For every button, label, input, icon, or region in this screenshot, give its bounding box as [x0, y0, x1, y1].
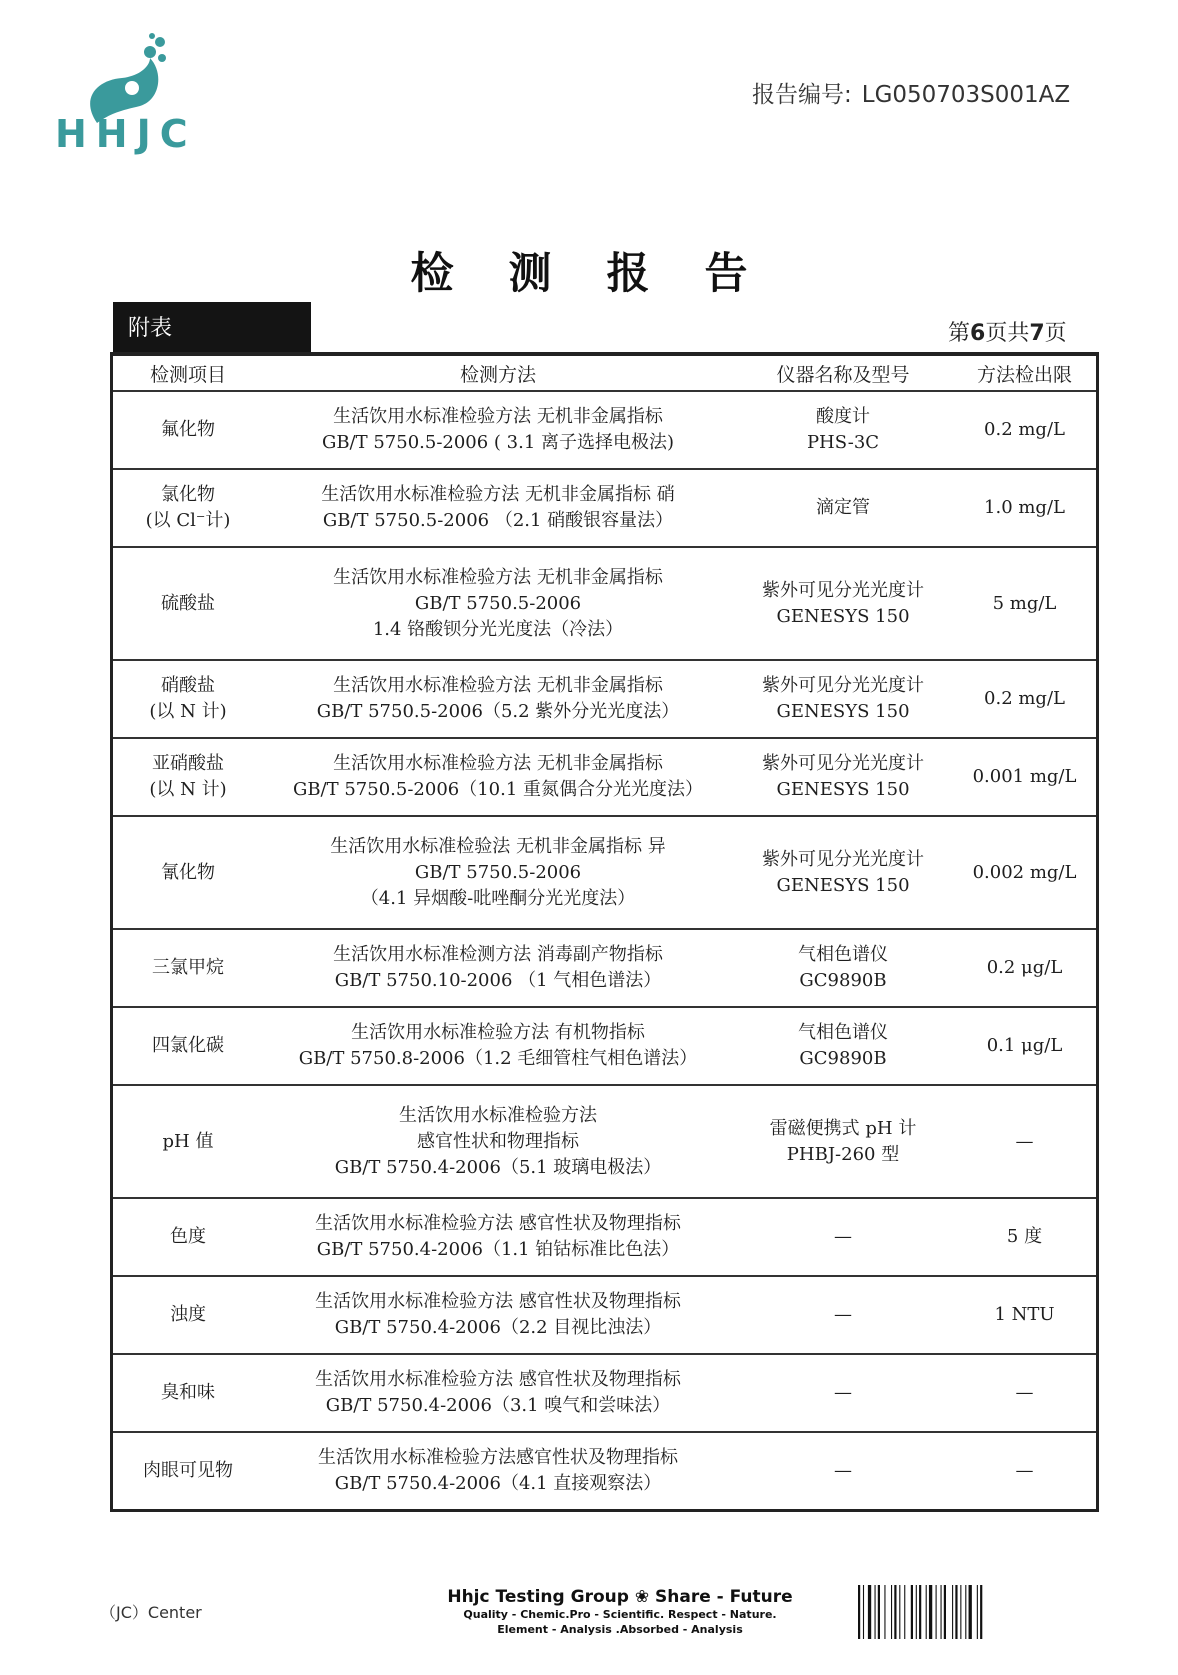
instrument-cell-line: GENESYS 150: [776, 779, 910, 801]
test-item-cell-line: 亚硝酸盐: [152, 753, 224, 775]
results-table: [110, 352, 1099, 1512]
test-method-cell: [263, 816, 733, 929]
detection-limit-cell: 1.0 mg/L: [953, 469, 1096, 547]
report-number-value: LG050703S001AZ: [861, 82, 1071, 108]
test-item-cell: [113, 391, 263, 469]
test-item-cell: [113, 660, 263, 738]
test-method-cell-line: 生活饮用水标准检验方法 感官性状及物理指标: [315, 1291, 681, 1313]
total-pages: 7: [1029, 321, 1045, 346]
instrument-cell-line: 雷磁便携式 pH 计: [769, 1117, 917, 1139]
test-method-cell-line: 生活饮用水标准检验方法: [399, 1104, 597, 1126]
test-method-cell-line: （4.1 异烟酸-吡唑酮分光光度法）: [360, 887, 636, 909]
test-method-cell: [263, 929, 733, 1007]
test-item-cell-line: 色度: [170, 1226, 206, 1248]
test-item-cell-line: 氰化物: [161, 861, 215, 883]
instrument-cell: [733, 660, 953, 738]
page-indicator: [948, 316, 1067, 347]
detection-limit-cell: 0.002 mg/L: [953, 816, 1096, 929]
report-number: [752, 76, 1070, 109]
test-method-cell: [263, 469, 733, 547]
test-method-cell-line: GB/T 5750.5-2006: [414, 861, 582, 883]
test-item-cell: [113, 816, 263, 929]
test-method-cell-line: GB/T 5750.5-2006（10.1 重氮偶合分光光度法）: [292, 779, 704, 801]
test-item-cell-line: 三氯甲烷: [152, 957, 224, 979]
test-method-cell-line: 生活饮用水标准检测方法 消毒副产物指标: [333, 944, 663, 966]
test-item-cell-line: 氟化物: [161, 419, 215, 441]
test-method-cell-line: GB/T 5750.5-2006 ( 3.1 离子选择电极法): [321, 432, 675, 454]
report-number-label: 报告编号:: [752, 82, 852, 108]
instrument-cell-line: GC9890B: [799, 1048, 887, 1070]
test-method-cell: [263, 1432, 733, 1509]
test-method-cell: [263, 391, 733, 469]
test-method-cell-line: GB/T 5750.5-2006（5.2 紫外分光光度法）: [316, 701, 680, 723]
test-item-cell-line: (以 N 计): [149, 701, 227, 723]
instrument-cell-line: —: [834, 1304, 852, 1326]
instrument-cell: [733, 1276, 953, 1354]
slogan: Share - Future: [655, 1587, 793, 1607]
detection-limit-cell: —: [1015, 1460, 1034, 1482]
footer-center-label: （JC）Center: [100, 1603, 202, 1622]
page-suffix: 页: [1044, 321, 1067, 346]
detection-limit-cell: —: [953, 1085, 1096, 1198]
test-item-cell-line: 氯化物: [161, 484, 215, 506]
company-name: Hhjc Testing Group: [447, 1587, 629, 1607]
instrument-cell: [733, 1432, 953, 1509]
test-method-cell: [263, 738, 733, 816]
test-item-cell: [113, 469, 263, 547]
footer-line-3: Element - Analysis .Absorbed - Analysis: [497, 1623, 743, 1636]
instrument-cell-line: GENESYS 150: [776, 874, 910, 896]
test-method-cell: [263, 1085, 733, 1198]
detection-limit-cell: 0.2 mg/L: [953, 660, 1096, 738]
instrument-cell: [733, 391, 953, 469]
test-method-cell-line: GB/T 5750.10-2006 （1 气相色谱法）: [334, 970, 662, 992]
instrument-cell: [733, 1198, 953, 1276]
test-method-cell: [263, 660, 733, 738]
test-item-cell: [113, 1198, 263, 1276]
detection-limit-cell: 0.2 μg/L: [953, 929, 1096, 1007]
test-method-cell: [263, 1354, 733, 1432]
detection-limit-cell: 0.2 mg/L: [953, 391, 1096, 469]
table-row: [113, 1085, 1096, 1198]
instrument-cell-line: GENESYS 150: [776, 701, 910, 723]
page-title: 检 测 报 告: [410, 249, 768, 299]
instrument-cell: [733, 1007, 953, 1085]
instrument-cell: [733, 1354, 953, 1432]
test-method-cell-line: 生活饮用水标准检验方法 无机非金属指标 硝: [321, 484, 675, 506]
instrument-cell: [733, 547, 953, 660]
table-row: [113, 816, 1096, 929]
test-item-cell: [113, 929, 263, 1007]
test-item-cell-line: pH 值: [162, 1130, 214, 1152]
instrument-cell: [733, 816, 953, 929]
test-item-cell: [113, 547, 263, 660]
test-item-cell: [113, 1432, 263, 1509]
table-header-row: [113, 356, 1096, 391]
table-row: [113, 1198, 1096, 1276]
page-prefix: 第: [948, 321, 971, 346]
instrument-cell-line: 紫外可见分光光度计: [762, 579, 924, 601]
test-method-cell: [263, 547, 733, 660]
detection-limit-cell: 0.1 μg/L: [953, 1007, 1096, 1085]
test-method-cell-line: GB/T 5750.4-2006（5.1 玻璃电极法）: [334, 1156, 662, 1178]
instrument-cell-line: PHBJ-260 型: [786, 1143, 900, 1165]
test-method-cell: [263, 1198, 733, 1276]
instrument-cell: [733, 738, 953, 816]
test-method-cell-line: 生活饮用水标准检验方法 有机物指标: [351, 1022, 645, 1044]
test-item-cell-line: 硝酸盐: [161, 675, 215, 697]
test-method-cell-line: 感官性状和物理指标: [417, 1130, 579, 1152]
table-row: [113, 738, 1096, 816]
test-method-cell-line: 1.4 铬酸钡分光光度法（冷法）: [372, 618, 624, 640]
test-method-cell-line: 生活饮用水标准检验方法感官性状及物理指标: [318, 1447, 678, 1469]
current-page: 6: [970, 321, 986, 346]
test-item-cell-line: (以 Cl⁻计): [145, 510, 231, 532]
instrument-cell-line: 紫外可见分光光度计: [762, 848, 924, 870]
table-row: [113, 1432, 1096, 1509]
barcode-icon: [858, 1585, 1023, 1639]
header-test-item: 检测项目: [113, 356, 263, 391]
instrument-cell-line: 气相色谱仪: [798, 944, 888, 966]
table-row: [113, 1354, 1096, 1432]
detection-limit-cell: 1 NTU: [953, 1276, 1096, 1354]
instrument-cell-line: 滴定管: [816, 497, 870, 519]
instrument-cell-line: 紫外可见分光光度计: [762, 753, 924, 775]
table-row: [113, 469, 1096, 547]
test-method-cell-line: GB/T 5750.4-2006（2.2 目视比浊法）: [334, 1317, 662, 1339]
table-row: [113, 1276, 1096, 1354]
instrument-cell-line: —: [834, 1460, 852, 1482]
test-method-cell-line: 生活饮用水标准检验方法 无机非金属指标: [333, 753, 663, 775]
test-item-cell-line: 四氯化碳: [152, 1035, 224, 1057]
logo-text: HHJC: [55, 112, 197, 156]
test-item-cell-line: 臭和味: [161, 1382, 215, 1404]
test-method-cell: [263, 1276, 733, 1354]
page-middle: 页共: [985, 321, 1030, 346]
test-method-cell-line: GB/T 5750.5-2006: [414, 592, 582, 614]
footer-line-2: Quality - Chemic.Pro - Scientific. Respect - Nature.: [463, 1608, 777, 1621]
test-method-cell-line: GB/T 5750.4-2006（4.1 直接观察法）: [334, 1473, 662, 1495]
instrument-cell-line: GC9890B: [799, 970, 887, 992]
instrument-cell: [733, 469, 953, 547]
test-item-cell: [113, 738, 263, 816]
instrument-cell-line: 酸度计: [816, 406, 870, 428]
annex-tab: 附表: [113, 302, 311, 352]
test-method-cell-line: 生活饮用水标准检验方法 无机非金属指标: [333, 566, 663, 588]
instrument-cell-line: PHS-3C: [806, 432, 880, 454]
table-row: [113, 1007, 1096, 1085]
table-row: [113, 547, 1096, 660]
test-item-cell: [113, 1276, 263, 1354]
test-method-cell-line: 生活饮用水标准检验方法 无机非金属指标: [333, 406, 663, 428]
test-item-cell-line: (以 N 计): [149, 779, 227, 801]
table-row: [113, 391, 1096, 469]
header-test-method: 检测方法: [263, 356, 733, 391]
flower-icon: ❀: [634, 1587, 650, 1607]
detection-limit-cell: 5 mg/L: [953, 547, 1096, 660]
detection-limit-cell: 0.001 mg/L: [953, 738, 1096, 816]
test-item-cell-line: 浊度: [170, 1304, 206, 1326]
instrument-cell-line: GENESYS 150: [776, 605, 910, 627]
test-method-cell-line: GB/T 5750.5-2006 （2.1 硝酸银容量法）: [322, 510, 674, 532]
instrument-cell-line: 紫外可见分光光度计: [762, 675, 924, 697]
instrument-cell: [733, 1085, 953, 1198]
test-item-cell-line: 肉眼可见物: [143, 1460, 233, 1482]
test-item-cell: [113, 1007, 263, 1085]
instrument-cell-line: 气相色谱仪: [798, 1022, 888, 1044]
test-method-cell-line: 生活饮用水标准检验方法 感官性状及物理指标: [315, 1213, 681, 1235]
test-item-cell-line: 硫酸盐: [161, 592, 215, 614]
footer-slogan: [440, 1587, 800, 1637]
test-method-cell-line: GB/T 5750.8-2006（1.2 毛细管柱气相色谱法）: [298, 1048, 698, 1070]
table-row: [113, 660, 1096, 738]
test-method-cell-line: 生活饮用水标准检验方法 感官性状及物理指标: [315, 1369, 681, 1391]
instrument-cell-line: —: [834, 1382, 852, 1404]
detection-limit-cell: 5 度: [953, 1198, 1096, 1276]
test-item-cell: [113, 1085, 263, 1198]
test-method-cell-line: 生活饮用水标准检验方法 无机非金属指标: [333, 675, 663, 697]
header-instrument: 仪器名称及型号: [733, 356, 953, 391]
test-method-cell: [263, 1007, 733, 1085]
instrument-cell-line: —: [834, 1226, 852, 1248]
test-item-cell: [113, 1354, 263, 1432]
table-row: [113, 929, 1096, 1007]
instrument-cell: [733, 929, 953, 1007]
test-method-cell-line: GB/T 5750.4-2006（1.1 铂钴标准比色法）: [316, 1239, 680, 1261]
detection-limit-cell: —: [953, 1354, 1096, 1432]
table-body: [113, 391, 1096, 1509]
test-method-cell-line: GB/T 5750.4-2006（3.1 嗅气和尝味法）: [325, 1395, 671, 1417]
header-detection-limit: 方法检出限: [953, 356, 1096, 391]
test-method-cell-line: 生活饮用水标准检验法 无机非金属指标 异: [330, 835, 666, 857]
